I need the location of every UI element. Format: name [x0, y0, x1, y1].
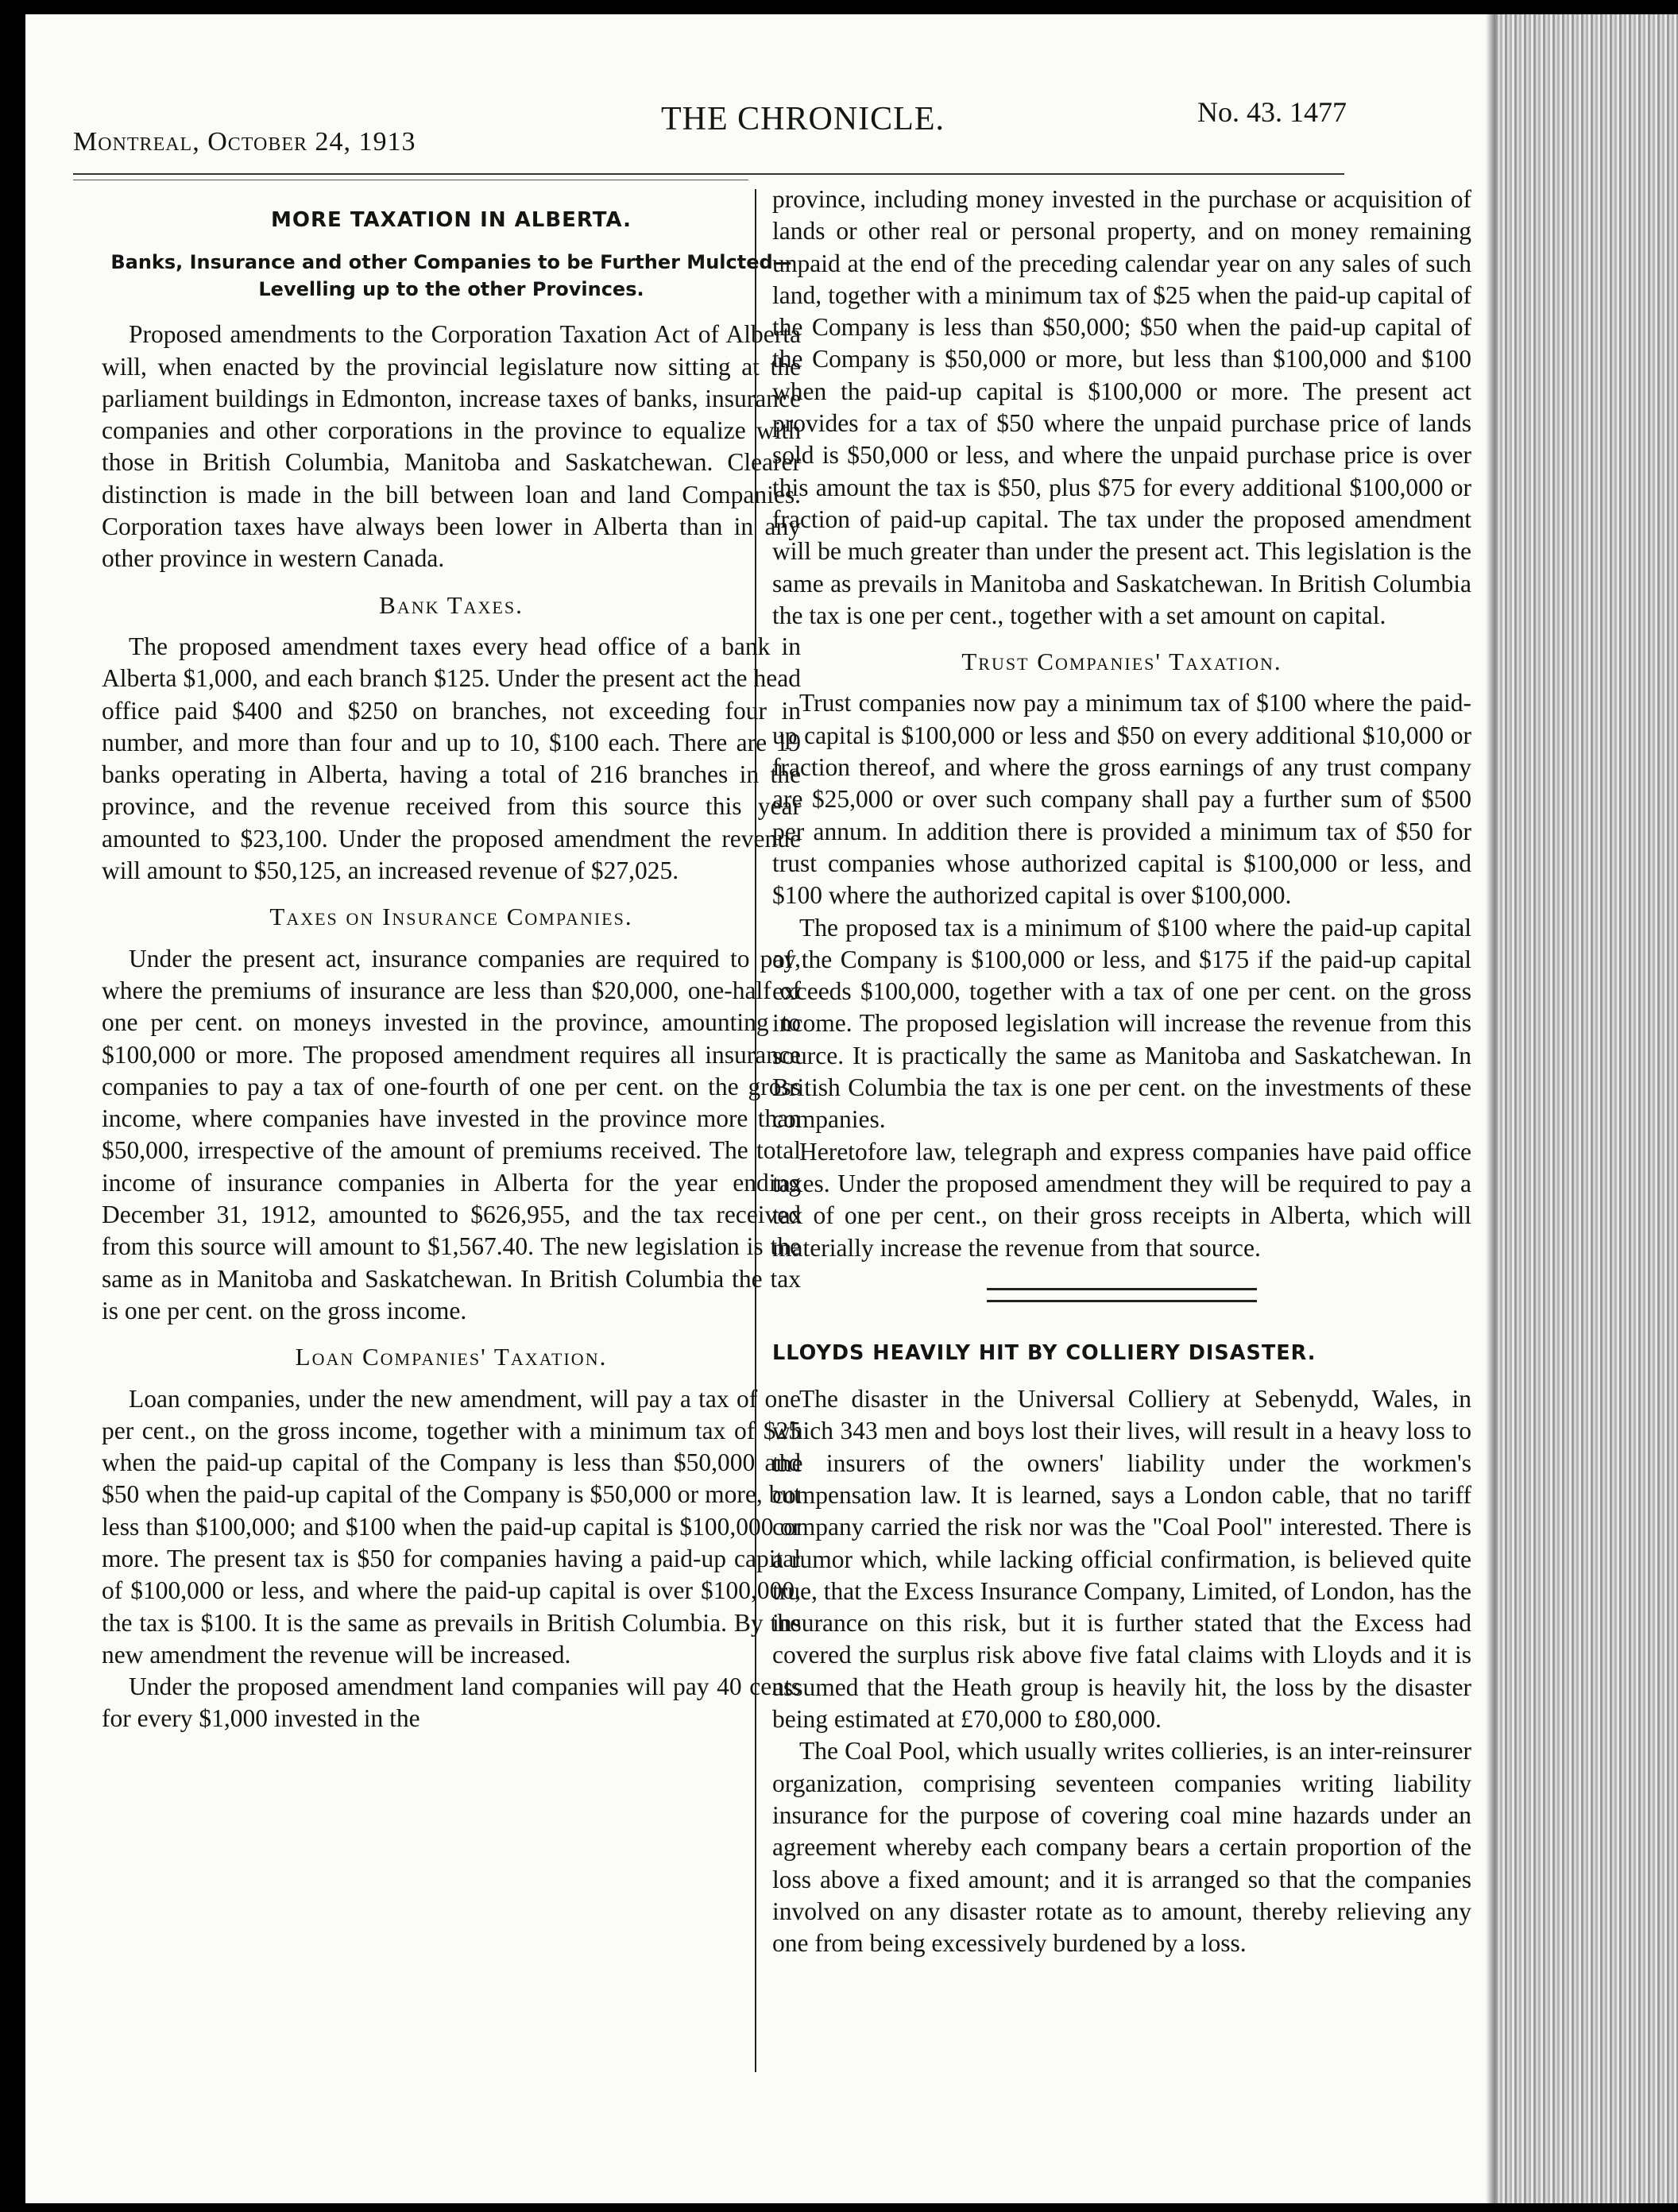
book-page-edges	[1495, 14, 1678, 2203]
article-title-lloyds: LLOYDS HEAVILY HIT BY COLLIERY DISASTER.	[772, 1340, 1316, 1365]
paragraph-telegraph: Heretofore law, telegraph and express companies have paid office taxes. Under the proposed amendment they will be required to pay a tax of one per cent., on their gross receipts in Alberta, which will materially increase the revenue from that source.	[772, 1137, 1471, 1262]
section-heading-trust: Trust Companies' Taxation.	[961, 648, 1282, 676]
newspaper-page	[25, 14, 1495, 2203]
paragraph-colliery-2: The Coal Pool, which usually writes collieries, is an inter-reinsurer organization, comprising seventeen companies writing liability insurance for the purpose of covering coal mine hazards under an agreement whereby each company bears a certain proportion of the loss above a fixed amount; and it is arranged so that the companies involved on any disaster rotate as to amount, thereby relieving any one from being excessively burdened by a loss.	[772, 1737, 1471, 1958]
column-right	[772, 184, 1471, 1959]
paragraph-colliery-1: The disaster in the Universal Colliery at Sebenydd, Wales, in which 343 men and boys lost their lives, will result in a heavy loss to the insurers of the owners' liability under the workmen's compensation law. It is learned, says a London cable, that no tariff company carried the risk nor was the "Coal Pool" interested. There is a rumor which, while lacking official confirmation, is believed quite true, that the Excess Insurance Company, Limited, of London, has the insurance on this risk, but it is further stated that the Excess had covered the surplus risk above five fatal claims with Lloyds and it is assumed that the Heath group is heavily hit, the loss by the disaster being estimated at £70,000 to £80,000.	[772, 1385, 1471, 1734]
article-title-alberta: MORE TAXATION IN ALBERTA.	[271, 208, 632, 232]
section-heading-bank-taxes: Bank Taxes.	[379, 590, 524, 619]
paragraph-land-companies: Under the proposed amendment land companies will pay 40 cents for every $1,000 invested in the	[102, 1673, 801, 1733]
paragraph-land-companies-continued: province, including money invested in the purchase or acquisition of lands or other real or personal property, and on money remaining unpaid at the end of the preceding calendar year on any sales of such land, together with a minimum tax of $25 when the paid-up capital of the Company is less than $50,000; $50 when the paid-up capital of the Company is $50,000 or more, but less than $100,000 and $100 when the paid-up capital is $100,000 or more. The present act provides for a tax of $50 where the unpaid purchase price of lands sold is $50,000 or less, and where the unpaid purchase price is over this amount the tax is $50, plus $75 for every additional $100,000 or fraction of paid-up capital. The tax under the proposed amendment will be much greater than under the present act. This legislation is the same as prevails in Manitoba and Saskatchewan. In British Columbia the tax is one per cent., together with a set amount on capital.	[772, 185, 1471, 629]
paragraph-trust-2: The proposed tax is a minimum of $100 where the paid-up capital of the Company is $100,000 or less, and $175 if the paid-up capital exceeds $100,000, together with a tax of one per cent. on the gross income. The proposed legislation will increase the revenue from this source. It is practically the same as Manitoba and Saskatchewan. In British Columbia the tax is one per cent. on the investments of these companies.	[772, 913, 1471, 1134]
section-heading-loan: Loan Companies' Taxation.	[295, 1343, 608, 1371]
section-heading-insurance: Taxes on Insurance Companies.	[269, 903, 633, 931]
article-subtitle-alberta: Banks, Insurance and other Companies to be Further Mulcted—Levelling up to the other Provinces.	[110, 251, 792, 301]
paragraph-trust-1: Trust companies now pay a minimum tax of $100 where the paid-up capital is $100,000 or less and $50 on every additional $10,000 or fraction thereof, and where the gross earnings of any trust company are $25,000 or over such company shall pay a further sum of $500 per annum. In addition there is provided a minimum tax of $50 for trust companies whose authorized capital is $100,000 or less, and $100 where the authorized capital is over $100,000.	[772, 689, 1471, 910]
paragraph-insurance: Under the present act, insurance companies are required to pay, where the premiums of insurance are less than $20,000, one-half of one per cent. on moneys invested in the province, amounting to $100,000 or more. The proposed amendment requires all insurance companies to pay a tax of one-fourth of one per cent. on the gross income, where companies have invested in the province more than $50,000, irrespective of the amount of premiums received. The total income of insurance companies in Alberta for the year ending December 31, 1912, amounted to $626,955, and the tax received from this source will amount to $1,567.40. The new legislation is the same as in Manitoba and Saskatchewan. In British Columbia the tax is one per cent. on the gross income.	[102, 944, 801, 1324]
header-rule	[73, 173, 1344, 175]
article-separator	[987, 1288, 1257, 1302]
header-publication-title: THE CHRONICLE.	[661, 101, 945, 137]
header-page-number: No. 43. 1477	[1197, 96, 1347, 128]
column-left	[102, 193, 801, 1735]
paragraph-bank-taxes: The proposed amendment taxes every head office of a bank in Alberta $1,000, and each branch $125. Under the present act the head office paid $400 and $250 on branches, not exceeding four in number, and more than four and up to 10, $100 each. There are 19 banks operating in Alberta, having a total of 216 branches in the province, and the revenue received from this source this year amounted to $23,100. Under the proposed amendment the revenue will amount to $50,125, an increased revenue of $27,025.	[102, 632, 801, 885]
paragraph-intro: Proposed amendments to the Corporation Taxation Act of Alberta will, when enacted by the provincial legislature now sitting at the parliament buildings in Edmonton, increase taxes of banks, insurance companies and other corporations in the province to equalize with those in British Columbia, Manitoba and Saskatchewan. Clearer distinction is made in the bill between loan and land Companies. Corporation taxes have always been lower in Alberta than in any other province in western Canada.	[102, 320, 801, 573]
header-date: Montreal, October 24, 1913	[73, 127, 416, 157]
paragraph-loan: Loan companies, under the new amendment, will pay a tax of one per cent., on the gross income, together with a minimum tax of $25 when the paid-up capital of the Company is less than $50,000 and $50 when the paid-up capital of the Company is $50,000 or more, but less than $100,000; and $100 when the paid-up capital is $100,000 or more. The present tax is $50 for companies having a paid-up capital of $100,000 or less, and where the paid-up capital is over $100,000, the tax is $100. It is the same as prevails in British Columbia. By the new amendment the revenue will be increased.	[102, 1384, 801, 1669]
